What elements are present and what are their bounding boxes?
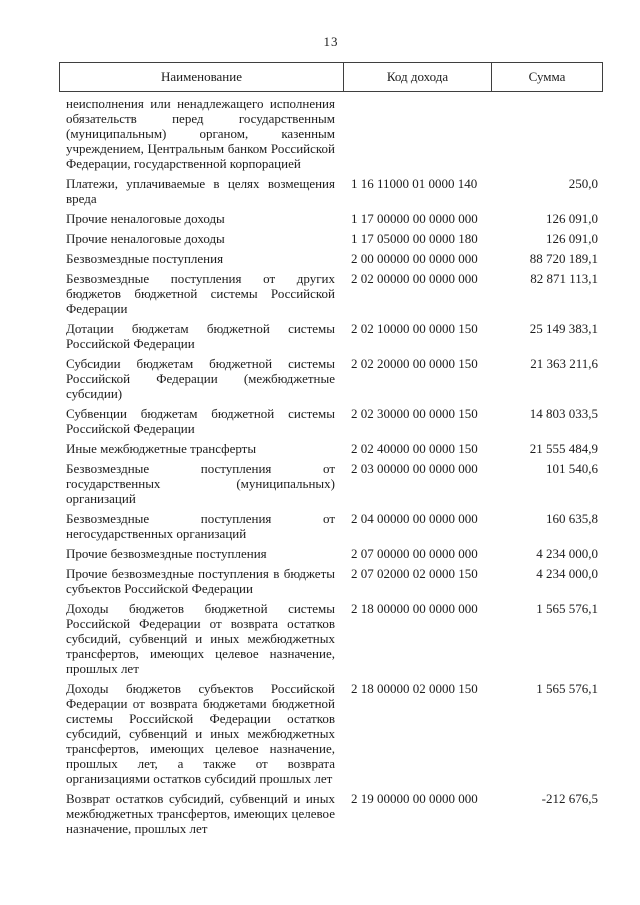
row-code: 2 18 00000 02 0000 150 xyxy=(351,681,478,696)
row-code: 1 16 11000 01 0000 140 xyxy=(351,176,478,191)
row-code: 1 17 00000 00 0000 000 xyxy=(351,211,478,226)
row-sum: -212 676,5 xyxy=(541,791,598,806)
row-sum: 82 871 113,1 xyxy=(530,271,598,286)
row-sum: 21 363 211,6 xyxy=(530,356,598,371)
row-code: 2 04 00000 00 0000 000 xyxy=(351,511,478,526)
row-name: Возврат остатков субсидий, субвенций и иных межбюджетных трансфертов, имеющих целевое назначение, прошлых лет xyxy=(66,791,335,836)
row-sum: 126 091,0 xyxy=(546,231,598,246)
row-name: Субвенции бюджетам бюджетной системы Российской Федерации xyxy=(66,406,335,436)
row-code: 2 02 10000 00 0000 150 xyxy=(351,321,478,336)
row-name: Доходы бюджетов субъектов Российской Федерации от возврата бюджетами бюджетной системы Российской Федерации остатков субсидий, субвенций и иных межбюджетных трансфертов, имеющих целевое назначение, прошлых лет, а также от возврата организациями остатков субсидий прошлых лет xyxy=(66,681,335,786)
column-header-sum: Сумма xyxy=(491,63,602,91)
row-sum xyxy=(490,96,603,171)
table-row xyxy=(59,566,603,596)
table-row xyxy=(59,231,603,246)
row-name: неисполнения или ненадлежащего исполнения обязательств перед государственным (муниципальным) органом, казенным учреждением, Центральным банком Российской Федерации, государственной корпорацией xyxy=(66,96,335,171)
row-code: 2 07 02000 02 0000 150 xyxy=(351,566,478,581)
column-header-code: Код дохода xyxy=(343,63,491,91)
table-row xyxy=(59,251,603,266)
row-sum: 101 540,6 xyxy=(546,461,598,476)
table-row xyxy=(59,791,603,836)
row-name: Платежи, уплачиваемые в целях возмещения вреда xyxy=(66,176,335,206)
table-body xyxy=(59,92,603,836)
row-name: Иные межбюджетные трансферты xyxy=(66,441,257,456)
row-name: Прочие неналоговые доходы xyxy=(66,231,225,246)
row-code: 2 02 00000 00 0000 000 xyxy=(351,271,478,286)
table-row xyxy=(59,271,603,316)
column-header-name: Наименование xyxy=(161,69,242,84)
row-sum: 4 234 000,0 xyxy=(536,566,598,581)
row-name: Безвозмездные поступления от других бюджетов бюджетной системы Российской Федерации xyxy=(66,271,335,316)
row-sum: 250,0 xyxy=(568,176,598,191)
row-sum: 126 091,0 xyxy=(546,211,598,226)
table-header-row xyxy=(59,62,603,92)
page-number: 13 xyxy=(323,34,339,49)
row-name: Безвозмездные поступления от негосударственных организаций xyxy=(66,511,335,541)
table-row xyxy=(59,461,603,506)
row-sum: 4 234 000,0 xyxy=(536,546,598,561)
table-row xyxy=(59,321,603,351)
row-name: Субсидии бюджетам бюджетной системы Российской Федерации (межбюджетные субсидии) xyxy=(66,356,335,401)
row-name: Прочие неналоговые доходы xyxy=(66,211,225,226)
row-sum: 21 555 484,9 xyxy=(529,441,598,456)
row-name: Прочие безвозмездные поступления в бюджеты субъектов Российской Федерации xyxy=(66,566,335,596)
row-code: 2 02 30000 00 0000 150 xyxy=(351,406,478,421)
row-code: 2 18 00000 00 0000 000 xyxy=(351,601,478,616)
row-code: 2 02 40000 00 0000 150 xyxy=(351,441,478,456)
row-code: 2 07 00000 00 0000 000 xyxy=(351,546,478,561)
row-sum: 25 149 383,1 xyxy=(529,321,598,336)
row-sum: 160 635,8 xyxy=(546,511,598,526)
row-name: Доходы бюджетов бюджетной системы Российской Федерации от возврата остатков субсидий, субвенций и иных межбюджетных трансфертов, имеющих целевое назначение, прошлых лет xyxy=(66,601,335,676)
row-code xyxy=(342,96,490,171)
row-name: Дотации бюджетам бюджетной системы Российской Федерации xyxy=(66,321,335,351)
row-code: 1 17 05000 00 0000 180 xyxy=(351,231,478,246)
table-row xyxy=(59,96,603,171)
row-code: 2 00 00000 00 0000 000 xyxy=(351,251,478,266)
row-sum: 88 720 189,1 xyxy=(529,251,598,266)
table-row xyxy=(59,441,603,456)
table-row xyxy=(59,406,603,436)
table-row xyxy=(59,211,603,226)
row-code: 2 02 20000 00 0000 150 xyxy=(351,356,478,371)
row-code: 2 19 00000 00 0000 000 xyxy=(351,791,478,806)
table-row xyxy=(59,601,603,676)
table-row xyxy=(59,176,603,206)
row-sum: 14 803 033,5 xyxy=(529,406,598,421)
table-row xyxy=(59,546,603,561)
row-code: 2 03 00000 00 0000 000 xyxy=(351,461,478,476)
row-sum: 1 565 576,1 xyxy=(536,681,598,696)
table-row xyxy=(59,681,603,786)
row-name: Безвозмездные поступления от государственных (муниципальных) организаций xyxy=(66,461,335,506)
row-name: Прочие безвозмездные поступления xyxy=(66,546,267,561)
row-name: Безвозмездные поступления xyxy=(66,251,224,266)
table-row xyxy=(59,511,603,541)
table-row xyxy=(59,356,603,401)
revenue-table xyxy=(59,62,603,841)
row-sum: 1 565 576,1 xyxy=(536,601,598,616)
